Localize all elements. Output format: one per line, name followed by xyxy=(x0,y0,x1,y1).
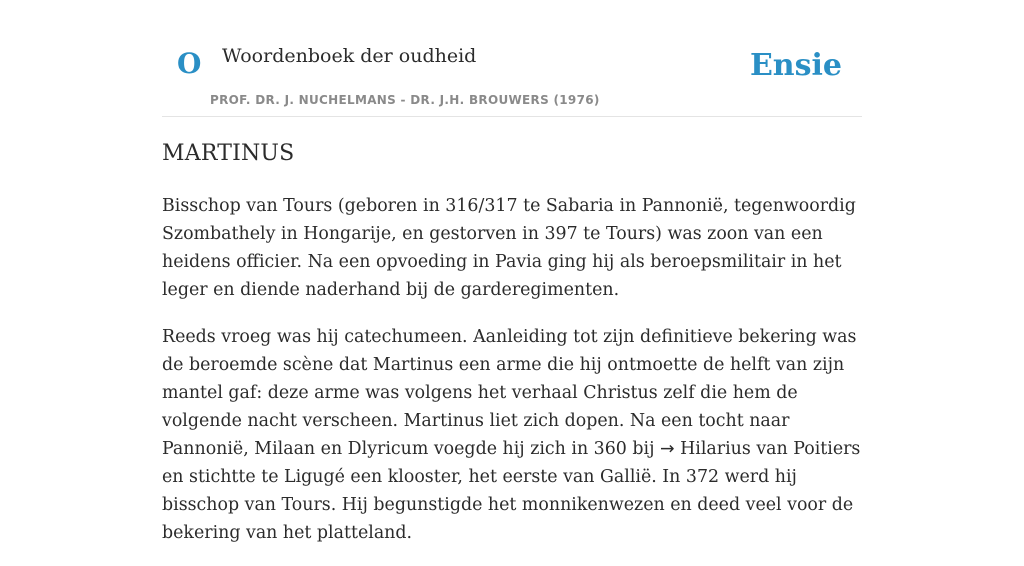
article-paragraph-2 xyxy=(162,323,864,547)
paragraph-text: Reeds vroeg was hij catechumeen. Aanleiding tot zijn definitieve bekering was de beroemde scène dat Martinus een arme die hij ontmoette de helft van zijn mantel gaf: deze arme was volgens het verhaal Christus zelf die hem de volgende nacht verscheen. Martinus liet zich dopen. Na een tocht naar Pannonië, Milaan en Dlyricum voegde hij zich in 360 bij xyxy=(162,327,857,459)
header xyxy=(162,0,862,117)
paragraph-text: en stichtte te Ligugé een klooster, het eerste van Gallië. In 372 werd hij bisschop van Tours. Hij begunstigde het monnikenwezen en deed veel voor de bekering van het platteland. xyxy=(162,467,854,543)
link-hilarius-van-poitiers[interactable]: Hilarius van Poitiers xyxy=(680,439,861,459)
brand-logo[interactable]: Ensie xyxy=(749,48,842,83)
arrow-right-icon: → xyxy=(660,439,675,459)
article-headword: MARTINUS xyxy=(162,141,295,166)
article-body xyxy=(162,192,864,566)
book-authors: PROF. DR. J. NUCHELMANS - DR. J.H. BROUWERS (1976) xyxy=(210,93,600,107)
article-paragraph-1: Bisschop van Tours (geboren in 316/317 te Sabaria in Pannonië, tegenwoordig Szombathely in Hongarije, en gestorven in 397 te Tours) was zoon van een heidens officier. Na een opvoeding in Pavia ging hij als beroepsmilitair in het leger en diende naderhand bij de garderegimenten. xyxy=(162,196,856,300)
book-title[interactable]: Woordenboek der oudheid xyxy=(222,45,477,67)
index-letter[interactable]: O xyxy=(177,47,202,80)
